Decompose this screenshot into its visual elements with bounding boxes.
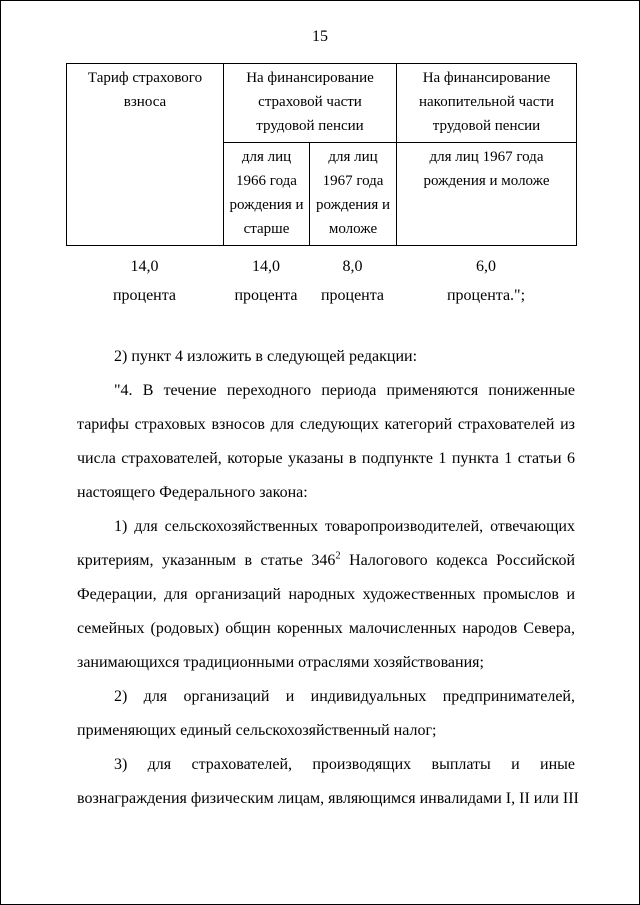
line-text: критериям, указанным в статье 346 xyxy=(77,552,336,569)
paragraph-line: 1) для сельскохозяйственных товаропроизводителей, отвечающих xyxy=(114,518,575,535)
paragraph-line: применяющих единый сельскохозяйственный налог; xyxy=(77,722,437,739)
table-subheader-funded-born-1967-younger-cell: для лиц 1967 года рождения и моложе xyxy=(397,143,577,246)
paragraph-1 xyxy=(77,340,575,374)
line-text: Налогового кодекса Российской xyxy=(340,552,576,569)
paragraph-line: числа страхователей, которые указаны в подпункте 1 пункта 1 статьи 6 xyxy=(77,450,575,467)
table-header-funded-part-cell: На финансирование накопительной части трудовой пенсии xyxy=(397,64,577,143)
value-number: 8,0 xyxy=(342,258,363,275)
value-number: 14,0 xyxy=(130,258,159,275)
paragraph-line: 2) для организаций и индивидуальных предпринимателей, xyxy=(114,688,575,705)
tariff-value-cell xyxy=(309,252,396,310)
tariff-table xyxy=(66,63,577,246)
value-unit: процента."; xyxy=(446,287,526,304)
paragraph-line xyxy=(77,544,575,578)
value-unit: процента xyxy=(112,287,177,304)
paragraph-3 xyxy=(77,510,575,680)
paragraph-line: "4. В течение переходного периода применяются пониженные xyxy=(114,382,575,399)
tariff-value-cell xyxy=(66,252,223,310)
paragraph-line: занимающихся традиционными отраслями хозяйствования; xyxy=(77,654,484,671)
value-number: 14,0 xyxy=(252,258,280,275)
value-unit: процента xyxy=(234,287,298,304)
body-text xyxy=(77,340,579,816)
page-number: 15 xyxy=(312,28,328,45)
paragraph-5 xyxy=(77,748,579,816)
paragraph-line: вознаграждения физическим лицам, являющимся инвалидами I, II или III xyxy=(77,790,579,807)
paragraph-line: семейных (родовых) общин коренных малочисленных народов Севера, xyxy=(77,620,575,637)
paragraph-line: тарифы страховых взносов для следующих категорий страхователей из xyxy=(77,416,575,433)
paragraph-2 xyxy=(77,374,575,510)
value-number: 6,0 xyxy=(476,258,496,275)
table-subheader-born-1967-younger-cell: для лиц 1967 года рождения и моложе xyxy=(310,143,397,246)
table-header-insurance-part-cell: На финансирование страховой части трудовой пенсии xyxy=(224,64,397,143)
paragraph-line: 2) пункт 4 изложить в следующей редакции: xyxy=(114,348,418,365)
tariff-value-cell xyxy=(223,252,309,310)
tariff-value-cell xyxy=(396,252,576,310)
table-header-row xyxy=(67,64,577,143)
tariff-values-row xyxy=(66,252,576,310)
table-subheader-born-1966-older-cell: для лиц 1966 года рождения и старше xyxy=(224,143,310,246)
paragraph-line: 3) для страхователей, производящих выплаты и иные xyxy=(114,756,575,773)
paragraph-line: настоящего Федерального закона: xyxy=(77,484,308,501)
table-header-tariff-cell: Тариф страхового взноса xyxy=(67,64,224,246)
value-unit: процента xyxy=(320,287,385,304)
paragraph-line: Федерации, для организаций народных художественных промыслов и xyxy=(77,586,575,603)
superscript-2: 2 xyxy=(335,550,341,562)
paragraph-4 xyxy=(77,680,575,748)
